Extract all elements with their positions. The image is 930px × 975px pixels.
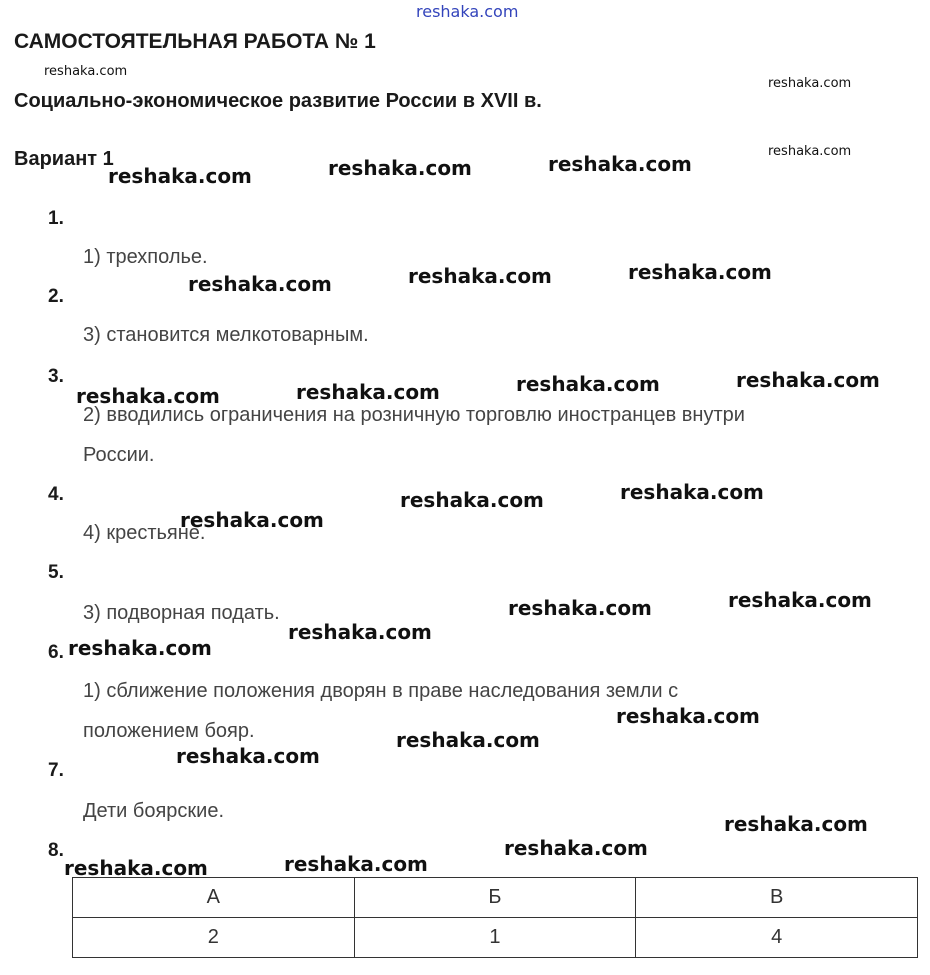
answer-text: Дети боярские. [83,800,225,822]
table-row [73,878,918,918]
variant-heading: Вариант 1 [14,148,114,170]
site-link-top[interactable]: reshaka.com [416,2,519,21]
question-number: 1. [48,208,64,229]
watermark: reshaka.com [176,744,320,768]
watermark: reshaka.com [628,260,772,284]
watermark: reshaka.com [728,588,872,612]
question-number: 4. [48,484,64,505]
page-subtitle: Социально-экономическое развитие России в XVII в. [14,90,542,112]
table-cell: 2 [73,918,355,958]
question-number: 6. [48,642,64,663]
watermark: reshaka.com [508,596,652,620]
table-header-cell: Б [354,878,636,918]
watermark: reshaka.com [408,264,552,288]
answer-text: 1) трехполье. [83,246,208,268]
watermark: reshaka.com [296,380,440,404]
watermark: reshaka.com [68,636,212,660]
table-header-cell: В [636,878,918,918]
watermark: reshaka.com [736,368,880,392]
answer-text: 2) вводились ограничения на розничную торговлю иностранцев внутри [83,404,745,426]
page-title: САМОСТОЯТЕЛЬНАЯ РАБОТА № 1 [14,30,376,53]
watermark: reshaka.com [400,488,544,512]
watermark: reshaka.com [504,836,648,860]
watermark: reshaka.com [328,156,472,180]
watermark: reshaka.com [620,480,764,504]
table-cell: 4 [636,918,918,958]
question-number: 7. [48,760,64,781]
table-header-cell: А [73,878,355,918]
answer-text: 3) становится мелкотоварным. [83,324,369,346]
question-number: 3. [48,366,64,387]
table-row [73,918,918,958]
table-cell: 1 [354,918,636,958]
watermark: reshaka.com [396,728,540,752]
watermark: reshaka.com [108,164,252,188]
question-number: 2. [48,286,64,307]
answer-table [72,877,918,958]
question-number: 5. [48,562,64,583]
watermark: reshaka.com [516,372,660,396]
watermark: reshaka.com [768,144,852,159]
watermark: reshaka.com [288,620,432,644]
watermark: reshaka.com [284,852,428,876]
watermark: reshaka.com [76,384,220,408]
answer-text: 1) сближение положения дворян в праве наследования земли с [83,680,679,702]
answer-text: положением бояр. [83,720,255,742]
answer-text: 3) подворная подать. [83,602,280,624]
watermark: reshaka.com [616,704,760,728]
answer-text: России. [83,444,155,466]
watermark: reshaka.com [188,272,332,296]
question-number: 8. [48,840,64,861]
answer-text: 4) крестьяне. [83,522,206,544]
watermark: reshaka.com [64,856,208,880]
watermark: reshaka.com [768,76,852,91]
watermark: reshaka.com [724,812,868,836]
watermark: reshaka.com [44,64,128,79]
watermark: reshaka.com [548,152,692,176]
watermark: reshaka.com [180,508,324,532]
